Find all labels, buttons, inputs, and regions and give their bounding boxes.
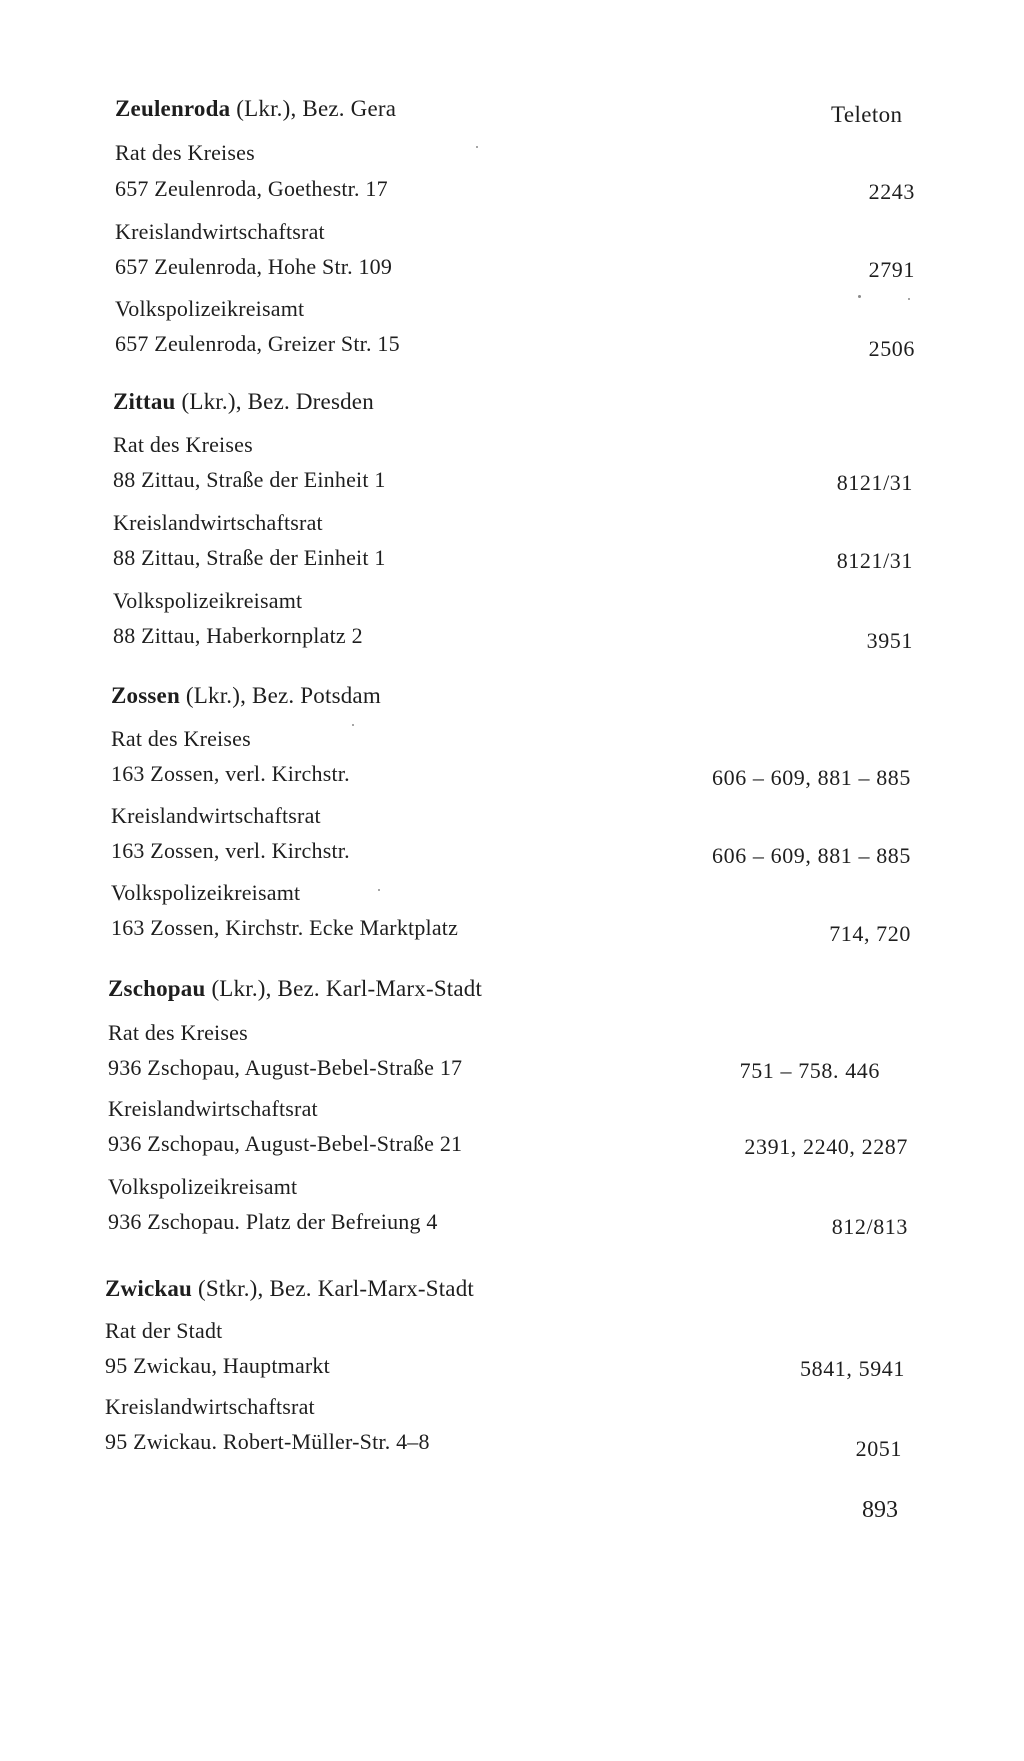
place-type: (Lkr.) bbox=[181, 389, 236, 414]
office-name: Kreislandwirtschaftsrat bbox=[111, 803, 321, 828]
office-name: Volkspolizeikreisamt bbox=[108, 1174, 298, 1199]
office-address: 936 Zschopau, August-Bebel-Straße 21 bbox=[108, 1131, 463, 1156]
office-address: 88 Zittau, Straße der Einheit 1 bbox=[113, 467, 386, 492]
phone-number: 5841, 5941 bbox=[800, 1356, 905, 1381]
phone-number: 2791 bbox=[868, 257, 915, 282]
office-address: 95 Zwickau, Hauptmarkt bbox=[105, 1353, 330, 1378]
office-address: 657 Zeulenroda, Hohe Str. 109 bbox=[115, 254, 393, 279]
office-name: Rat des Kreises bbox=[108, 1020, 248, 1045]
office-address: 936 Zschopau. Platz der Befreiung 4 bbox=[108, 1209, 438, 1234]
district-name: , Bez. Gera bbox=[290, 96, 397, 121]
place-type: (Lkr.) bbox=[236, 96, 291, 121]
office-name: Rat des Kreises bbox=[111, 726, 251, 751]
office-name: Kreislandwirtschaftsrat bbox=[115, 219, 325, 244]
entry-heading bbox=[113, 390, 374, 413]
place-type: (Lkr.) bbox=[185, 683, 241, 708]
office-name: Rat der Stadt bbox=[105, 1318, 223, 1343]
place-name: Zittau bbox=[113, 389, 176, 414]
scan-speck bbox=[476, 146, 478, 148]
phone-number: 2243 bbox=[868, 179, 915, 204]
entry-heading bbox=[108, 977, 482, 1000]
phone-column-header: Teleton bbox=[831, 102, 903, 127]
office-address: 936 Zschopau, August-Bebel-Straße 17 bbox=[108, 1055, 463, 1080]
district-name: , Bez. Karl-Marx-Stadt bbox=[265, 976, 483, 1001]
office-name: Kreislandwirtschaftsrat bbox=[105, 1394, 315, 1419]
district-name: , Bez. Dresden bbox=[235, 389, 374, 414]
phone-number: 606 – 609, 881 – 885 bbox=[712, 765, 911, 790]
place-name: Zwickau bbox=[105, 1276, 193, 1301]
scan-speck bbox=[858, 295, 861, 298]
office-name: Rat des Kreises bbox=[113, 432, 253, 457]
page-number: 893 bbox=[862, 1497, 898, 1523]
place-name: Zeulenroda bbox=[115, 96, 231, 121]
office-address: 95 Zwickau. Robert-Müller-Str. 4–8 bbox=[105, 1429, 430, 1454]
place-type: (Lkr.) bbox=[211, 976, 266, 1001]
place-name: Zossen bbox=[111, 683, 180, 708]
district-name: , Bez. Karl-Marx-Stadt bbox=[257, 1276, 474, 1301]
entry-heading bbox=[115, 97, 396, 120]
office-address: 163 Zossen, verl. Kirchstr. bbox=[111, 838, 350, 863]
office-name: Kreislandwirtschaftsrat bbox=[108, 1096, 318, 1121]
district-name: , Bez. Potsdam bbox=[240, 683, 381, 708]
entry-heading bbox=[105, 1277, 474, 1300]
phone-number: 714, 720 bbox=[829, 921, 911, 946]
office-name: Rat des Kreises bbox=[115, 140, 255, 165]
phone-number: 812/813 bbox=[831, 1214, 908, 1239]
place-name: Zschopau bbox=[108, 976, 206, 1001]
phone-number: 8121/31 bbox=[836, 470, 913, 495]
phone-number: 751 – 758. 446 bbox=[739, 1058, 880, 1083]
place-type: (Stkr.) bbox=[198, 1276, 258, 1301]
office-name: Volkspolizeikreisamt bbox=[111, 880, 301, 905]
office-address: 163 Zossen, Kirchstr. Ecke Marktplatz bbox=[111, 915, 459, 940]
office-name: Volkspolizeikreisamt bbox=[113, 588, 303, 613]
scan-speck bbox=[352, 724, 354, 726]
scan-speck bbox=[378, 889, 380, 891]
phone-number: 2391, 2240, 2287 bbox=[744, 1134, 908, 1159]
phone-number: 8121/31 bbox=[836, 548, 913, 573]
office-address: 88 Zittau, Haberkornplatz 2 bbox=[113, 623, 363, 648]
office-address: 88 Zittau, Straße der Einheit 1 bbox=[113, 545, 386, 570]
entry-heading bbox=[111, 684, 381, 707]
phone-number: 606 – 609, 881 – 885 bbox=[712, 843, 911, 868]
phone-number: 2051 bbox=[855, 1436, 902, 1461]
office-address: 163 Zossen, verl. Kirchstr. bbox=[111, 761, 350, 786]
phone-number: 2506 bbox=[868, 336, 915, 361]
office-address: 657 Zeulenroda, Greizer Str. 15 bbox=[115, 331, 400, 356]
scan-speck bbox=[908, 298, 910, 300]
office-name: Volkspolizeikreisamt bbox=[115, 296, 305, 321]
office-address: 657 Zeulenroda, Goethestr. 17 bbox=[115, 176, 388, 201]
office-name: Kreislandwirtschaftsrat bbox=[113, 510, 323, 535]
phone-number: 3951 bbox=[866, 628, 913, 653]
